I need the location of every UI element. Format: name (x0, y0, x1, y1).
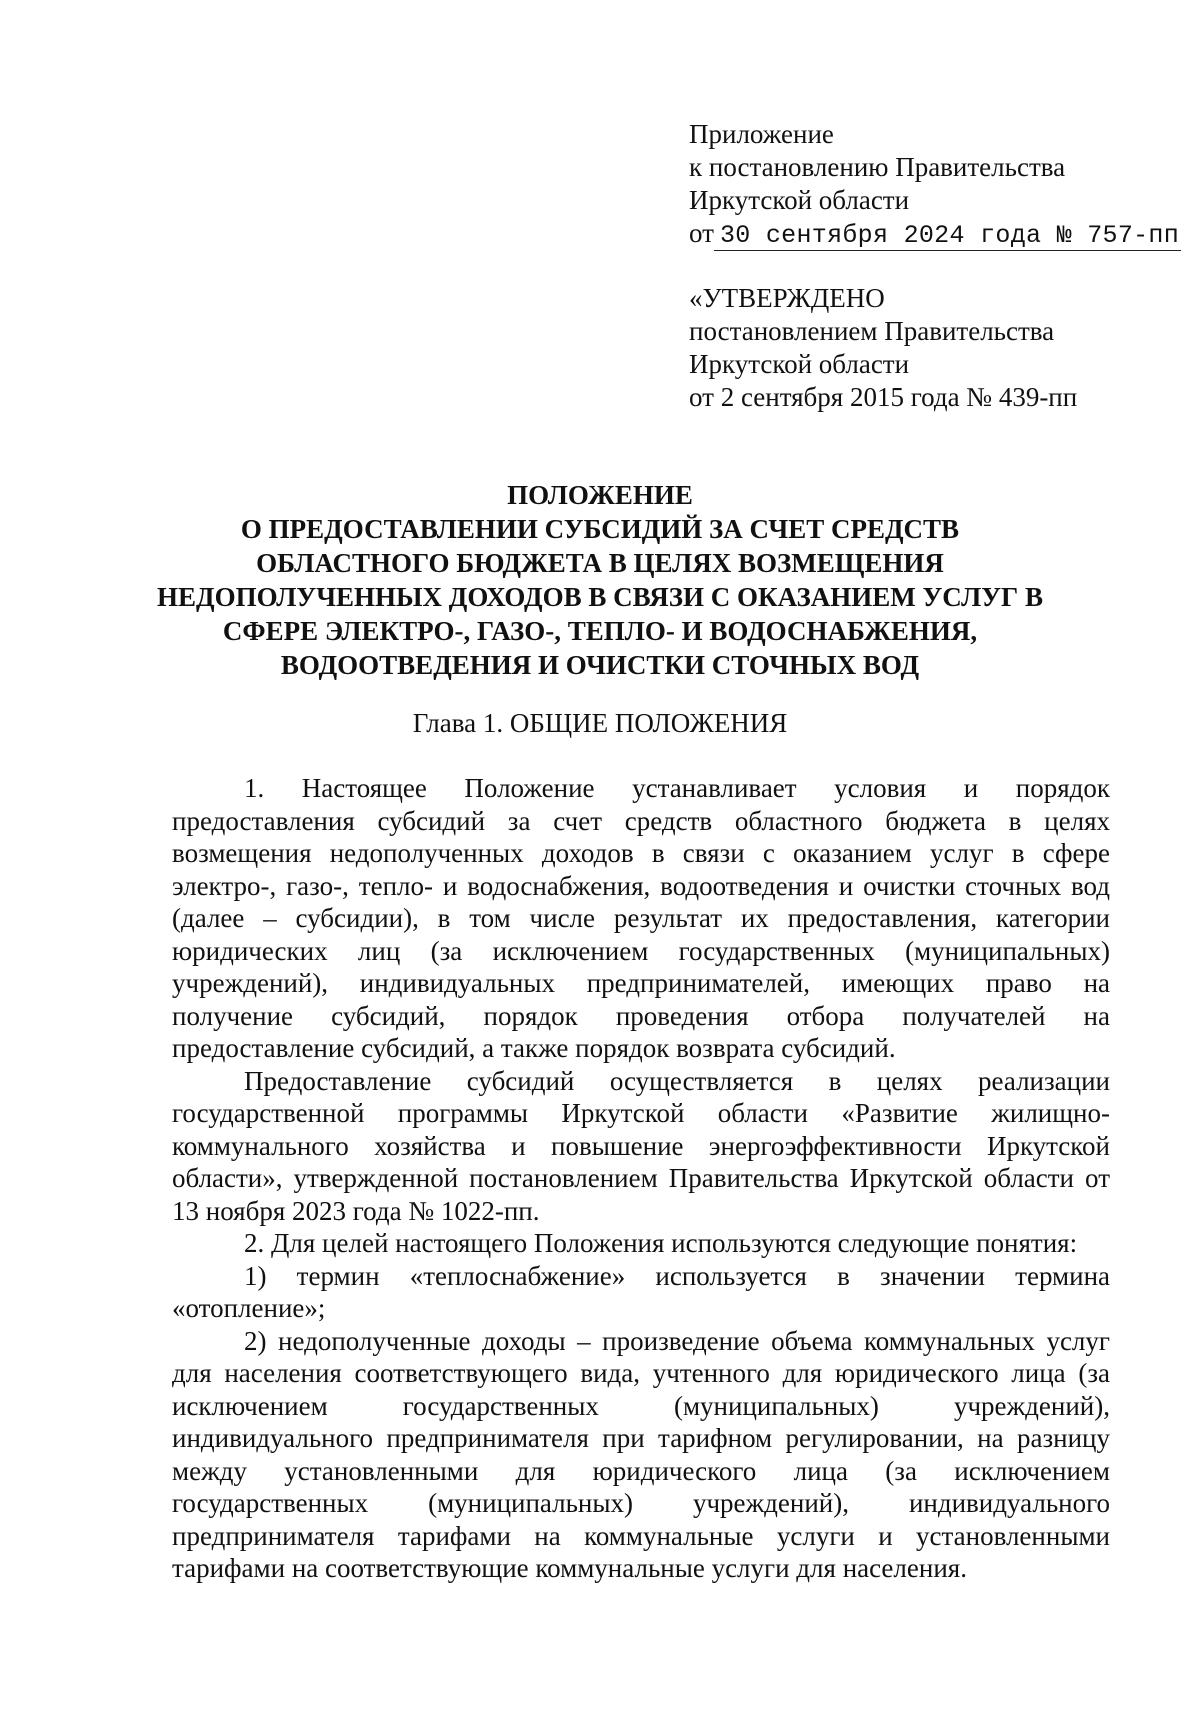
appendix-date-prefix: от (689, 218, 714, 248)
title-line-5: СФЕРЕ ЭЛЕКТРО-, ГАЗО-, ТЕПЛО- И ВОДОСНАБЖЕНИЯ, (222, 616, 978, 646)
title-line-6: ВОДООТВЕДЕНИЯ И ОЧИСТКИ СТОЧНЫХ ВОД (280, 650, 920, 680)
title-line-3: ОБЛАСТНОГО БЮДЖЕТА В ЦЕЛЯХ ВОЗМЕЩЕНИЯ (256, 548, 944, 578)
title-line-4: НЕДОПОЛУЧЕННЫХ ДОХОДОВ В СВЯЗИ С ОКАЗАНИЕМ УСЛУГ В (157, 582, 1043, 612)
chapter-heading: Глава 1. ОБЩИЕ ПОЛОЖЕНИЯ (412, 708, 788, 738)
approved-date: от 2 сентября 2015 года № 439-пп (689, 382, 1078, 412)
appendix-date-value: 30 сентября 2024 года № 757-пп (719, 221, 1180, 250)
appendix-date-line (689, 217, 1180, 251)
approved-block (689, 282, 1169, 414)
appendix-resolution-ref: к постановлению Правительства (689, 152, 1066, 182)
appendix-date-field (714, 219, 1181, 251)
title-line-1: ПОЛОЖЕНИЕ (507, 480, 693, 510)
appendix-title: Приложение (689, 119, 834, 149)
approved-heading: «УТВЕРЖДЕНО (689, 283, 885, 313)
document-title (150, 478, 1050, 682)
paragraph-4: 1) термин «теплоснабжение» используется в значении термина «отопление»; (172, 1260, 1110, 1323)
body-text (172, 772, 1110, 1585)
approved-by: постановлением Правительства (689, 316, 1055, 346)
approved-region: Иркутской области (689, 349, 910, 379)
appendix-block (689, 118, 1180, 251)
appendix-region: Иркутской области (689, 185, 910, 215)
paragraph-5: 2) недополученные доходы – произведение объема коммунальных услуг для населения соответствующего вида, учтенного для юридического лица (за исключением государственных (муниципальных) учреждений), индивидуального предпринимателя при тарифном регулировании, на разницу между установленными для юридического лица (за исключением государственных (муниципальных) учреждений), индивидуального предпринимателя тарифами на коммунальные услуги и установленными тарифами на соответствующие коммунальные услуги для населения. (172, 1325, 1110, 1583)
paragraph-1: 1. Настоящее Положение устанавливает условия и порядок предоставления субсидий за счет средств областного бюджета в целях возмещения недополученных доходов в связи с оказанием услуг в сфере электро-, газо-, тепло- и водоснабжения, водоотведения и очистки сточных вод (далее – субсидии), в том числе результат их предоставления, категории юридических лиц (за исключением государственных (муниципальных) учреждений), индивидуальных предпринимателей, имеющих право на получение субсидий, порядок проведения отбора получателей на предоставление субсидий, а также порядок возврата субсидий. (172, 773, 1110, 1063)
paragraph-3: 2. Для целей настоящего Положения используются следующие понятия: (244, 1228, 1078, 1258)
paragraph-2: Предоставление субсидий осуществляется в целях реализации государственной программы Иркутской области «Развитие жилищно-коммунального хозяйства и повышение энергоэффективности Иркутской области», утвержденной постановлением Правительства Иркутской области от 13 ноября 2023 года № 1022-пп. (172, 1065, 1110, 1226)
title-line-2: О ПРЕДОСТАВЛЕНИИ СУБСИДИЙ ЗА СЧЕТ СРЕДСТВ (240, 514, 960, 544)
